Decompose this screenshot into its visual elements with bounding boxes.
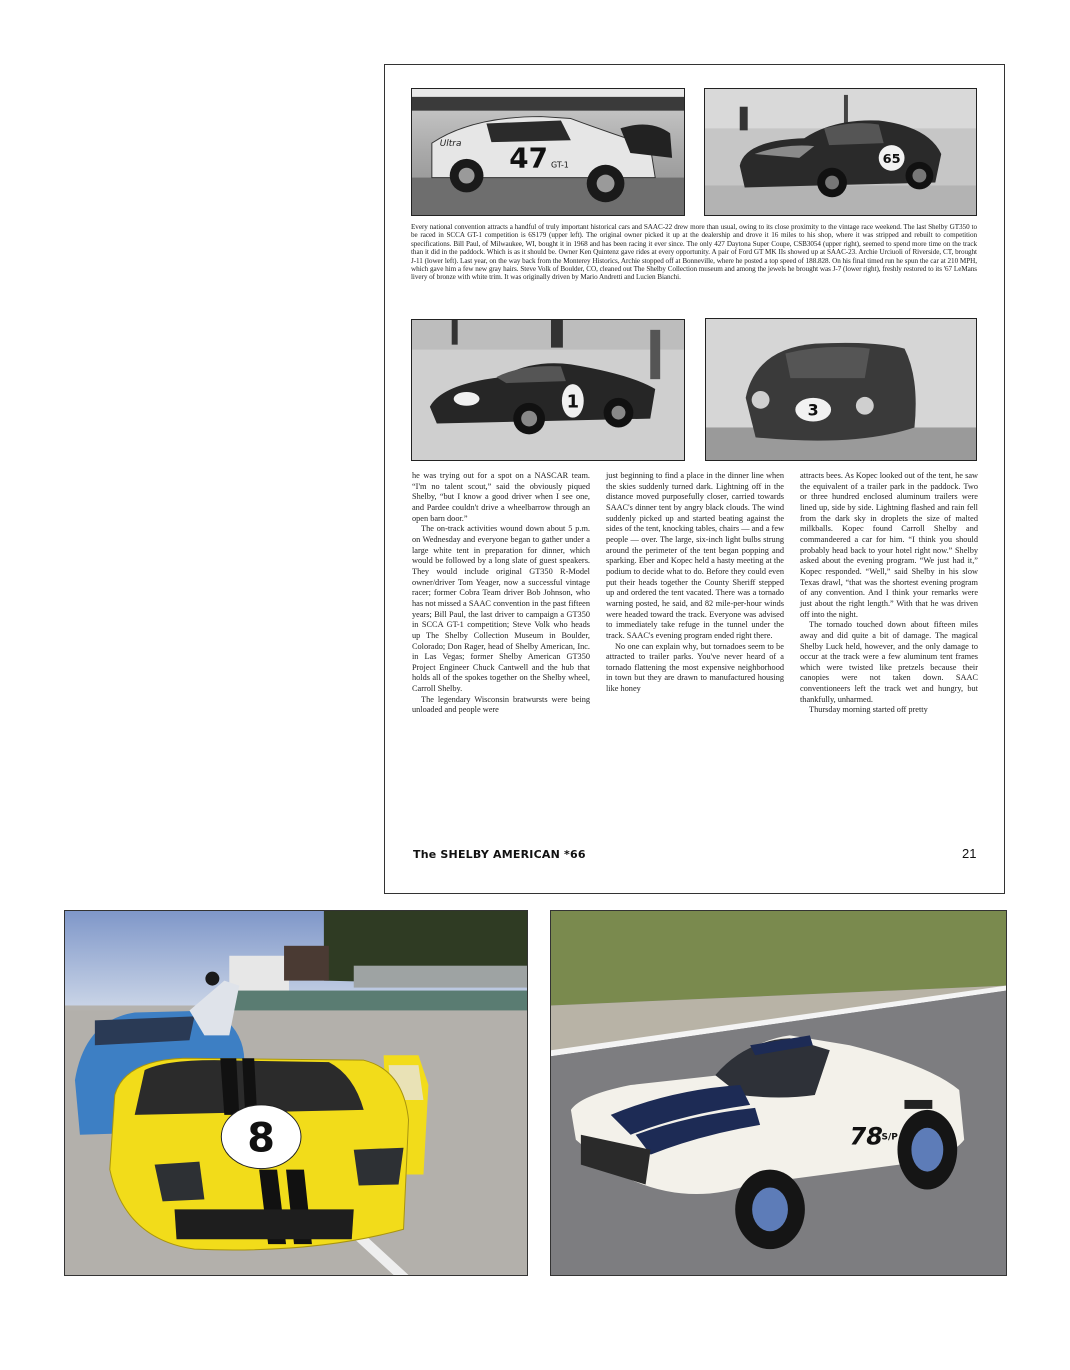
paragraph: Thursday morning started off pretty (809, 705, 928, 715)
photo-yellow-gt40 (64, 910, 528, 1276)
paragraph: just beginning to find a place in the dinner line when the skies suddenly turned dark. Lightning off in the distance moved purposefully closer, carried towards SAAC's dinner tent by angry black clouds. The wind suddenly picked up and started beating against the sides of the tent, knocking tables, chairs — and a few people — over. The large, six-inch light bulbs strung around the perimeter of the tent began popping and sparking. Eber and Kopec held a hasty meeting at the podium to decide what to do. Before they could even put their heads together the County Sheriff stepped up and ordered the tent vacated. There was a tornado warning posted, he said, and 82 mile-per-hour winds were headed toward the track. Everyone was advised to immediately take refuge in the tunnel under the track. SAAC's evening program ended right there. (606, 471, 784, 640)
paragraph: The on-track activities wound down about 5 p.m. on Wednesday and everyone began to gather under a large white tent in preparation for dinner, which would be followed by a long slate of guest speakers. They would include original GT350 R-Model owner/driver Tom Yeager, now a successful vintage racer; former Cobra Team driver Bob Johnson, who has not missed a SAAC convention in the past fifteen years; Bill Paul, the last driver to campaign a GT350 in SCCA GT-1 competition; Steve Volk who heads up The Shelby Collection Museum in Boulder, Colorado; Don Rager, head of Shelby American, Inc. in Las Vegas; former Shelby American GT350 Project Engineer Chuck Cantwell and the hub that holds all of the spokes together on the Shelby wheel, Carroll Shelby. (412, 524, 590, 694)
car-class-sp: S/P (881, 1132, 898, 1143)
car-number-1: 1 (566, 391, 580, 413)
photo-white-gt350 (550, 910, 1007, 1276)
paragraph: attracts bees. As Kopec looked out of the tent, he saw the equivalent of a trailer park in the paddock. Two or three hundred enclosed aluminum trailers were lined up, side by side. Lightning flashed and rain fell from the dark sky in droplets the size of malted milkballs. Kopec found Carroll Shelby and commandeered a car for him. “I think you should probably head back to your hotel right now.” Shelby asked about the evening program. “We just had it,” Kopec responded. “Well,” said Shelby in his slow Texas drawl, “that was the shortest evening program of any convention. And I think your remarks were just about the right length.” With that he was driven off into the night. (800, 471, 978, 619)
car-number-65: 65 (882, 151, 901, 167)
sponsor-decal-ultra: Ultra (439, 139, 462, 150)
photo-upper-right-daytona-coupe (704, 88, 977, 216)
paragraph: No one can explain why, but tornadoes seem to be attracted to trailer parks. You've never heard of a tornado flattening the most expensive neighborhood in town but they are drawn to manufactured housing like honey (606, 641, 784, 694)
photo-lower-right-gt40 (705, 318, 977, 461)
car-number-8: 8 (247, 1115, 276, 1162)
car-number-47: 47 (509, 141, 548, 175)
photo-upper-left-gt350 (411, 88, 685, 216)
article-column-2 (606, 471, 784, 695)
photo-lower-left-gt40 (411, 319, 685, 461)
car-number-3: 3 (807, 400, 819, 420)
article-column-1 (412, 471, 590, 716)
article-column-3 (800, 471, 978, 716)
paragraph: The legendary Wisconsin bratwursts were being unloaded and people were (412, 694, 590, 715)
paragraph: The tornado touched down about fifteen miles away and did quite a bit of damage. The magical Shelby Luck held, however, and the only damage to occur at the track were a few aluminum tent frames which were twisted like pretzels because their canopies were not taken down. SAAC conventioneers left the track wet and hungry, but thankfully, unharmed. (800, 620, 978, 704)
car-number-78: 78 (849, 1122, 883, 1151)
paragraph: he was trying out for a spot on a NASCAR team. “I'm no talent scout,” said the obviously piqued Shelby, “but I know a good driver when I see one, and Pardee couldn't drive a wheelbarrow through an open barn door.” (412, 471, 590, 523)
page-number: 21 (962, 846, 977, 861)
photo-caption: Every national convention attracts a handful of truly important historical cars and SAAC-22 drew more than usual, owing to its close proximity to the vintage race weekend. The last Shelby GT350 to be raced in SCCA GT-1 competition is 6S179 (upper left). The original owner picked it up at the dealership and drove it 16 miles to his shop, where it was stripped and rebuilt to competition specifications. Bill Paul, of Milwaukee, WI, bought it in 1968 and has been racing it ever since. The only 427 Daytona Super Coupe, CSB3054 (upper right), seemed to spend more time on the track than it did in the paddock. Which is as it should be. Owner Ken Quintenz gave rides at every opportunity. A pair of Ford GT MK IIs showed up at SAAC-23. Archie Urciuoli of Riverside, CT, brought J-11 (lower left). Last year, on the way back from the Monterey Historics, Archie stopped off at Bonneville, where he posted a top speed of 188.828. On his final timed run he spun the car at 210 MPH, which gave him a few new gray hairs. Steve Volk of Boulder, CO, cleaned out The Shelby Collection museum and among the jewels he brought was J-7 (lower right), freshly restored to its '67 LeMans livery of bronze with white trim. It was originally driven by Mario Andretti and Lucien Bianchi. (411, 223, 977, 282)
publication-title: The SHELBY AMERICAN *66 (413, 848, 586, 861)
car-class-gt1: GT-1 (550, 160, 569, 170)
